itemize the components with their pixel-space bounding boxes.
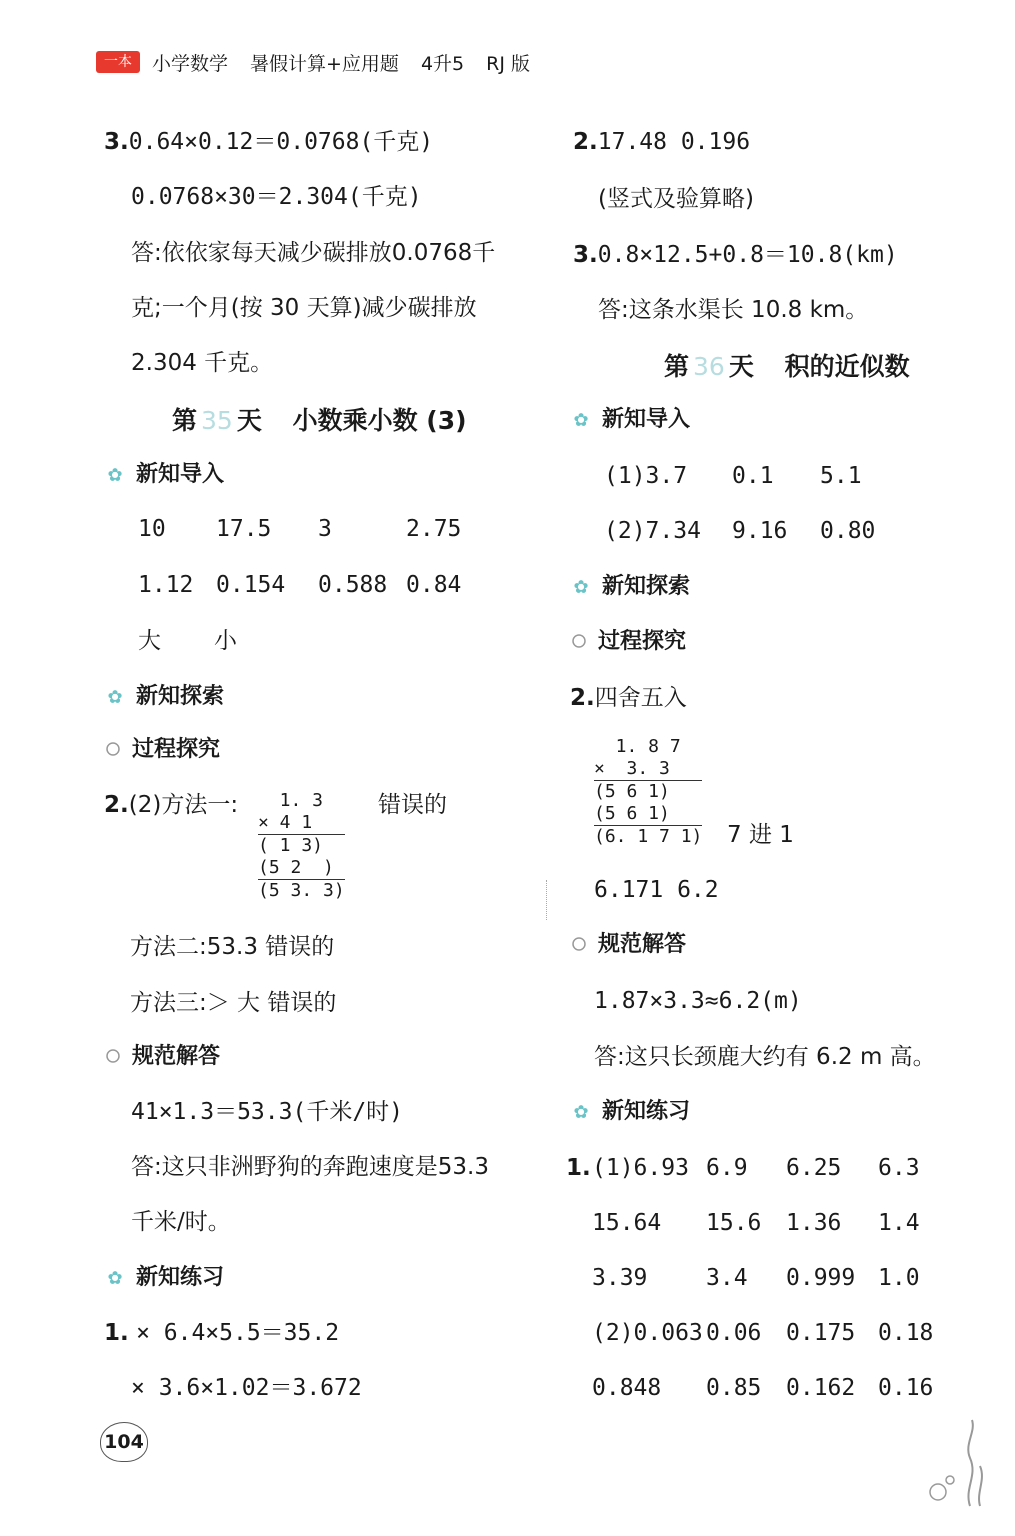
day35-title: 第 35 天 小数乘小数 (3) xyxy=(172,406,467,435)
section-guifan-right: 规范解答 xyxy=(570,930,686,960)
left-method2: 方法二:53.3 错误的 xyxy=(130,934,335,960)
circle-icon xyxy=(104,740,122,758)
vertical-calc-2: 1. 8 7 × 3. 3 (5 6 1) (5 6 1) (6. 1 7 1) xyxy=(594,736,703,847)
left-q3-line3: 答:依依家每天减少碳排放0.0768千 xyxy=(131,240,496,266)
right-answer1: 1.87×3.3≈6.2(m) xyxy=(594,988,802,1014)
right-practice-num: 1. xyxy=(566,1155,591,1181)
left-q3-line5: 2.304 千克。 xyxy=(131,350,274,376)
practice-row-2: 15.64 15.6 1.36 1.4 xyxy=(592,1210,920,1236)
section-xinzhi-tansuo-left: ✿ 新知探索 xyxy=(104,682,224,713)
section-xinzhi-tansuo-right: ✿ 新知探索 xyxy=(570,572,690,603)
page-header xyxy=(96,48,552,76)
star-icon: ✿ xyxy=(573,577,589,598)
star-icon: ✿ xyxy=(573,1102,589,1123)
right-q3: 3.0.8×12.5+0.8＝10.8(km) xyxy=(573,242,898,268)
star-icon: ✿ xyxy=(107,465,123,486)
section-guocheng-right: 过程探究 xyxy=(570,627,686,657)
left-q2-wrong: 错误的 xyxy=(378,792,447,818)
left-row1: 10 17.5 3 2.75 xyxy=(138,516,462,542)
right-row2: (2)7.34 9.16 0.80 xyxy=(604,518,876,544)
page-number: 104 xyxy=(100,1422,148,1462)
vertical-calc-1: 1. 3 × 4 1 ( 1 3) (5 2 ) (5 3. 3) xyxy=(258,790,345,901)
left-practice-line2: × 3.6×1.02＝3.672 xyxy=(131,1375,362,1401)
section-guocheng-left: 过程探究 xyxy=(104,735,220,765)
seaweed-decoration-icon xyxy=(920,1418,990,1508)
circle-icon xyxy=(104,1047,122,1065)
book-title: 暑假计算+应用题 xyxy=(250,52,399,75)
brand-logo: 一本 xyxy=(96,51,140,73)
left-row3: 大 小 xyxy=(138,628,237,654)
right-row1: (1)3.7 0.1 5.1 xyxy=(604,463,862,489)
right-q2-note: (竖式及验算略) xyxy=(598,186,754,212)
right-q2: 2.17.48 0.196 xyxy=(573,129,751,155)
practice-row-4: (2)0.063 0.06 0.175 0.18 xyxy=(592,1320,934,1346)
left-q3-line2: 0.0768×30＝2.304(千克) xyxy=(131,184,422,210)
left-practice-line1: 1. × 6.4×5.5＝35.2 xyxy=(104,1320,340,1346)
practice-row-1: (1)6.93 6.9 6.25 6.3 xyxy=(592,1155,920,1181)
star-icon: ✿ xyxy=(573,410,589,431)
right-q3-answer: 答:这条水渠长 10.8 km。 xyxy=(598,297,869,323)
practice-row-5: 0.848 0.85 0.162 0.16 xyxy=(592,1375,934,1401)
column-divider xyxy=(546,880,547,920)
right-q2b: 2.四舍五入 xyxy=(570,685,687,711)
section-lianxi-right: ✿ 新知练习 xyxy=(570,1097,690,1128)
left-method3: 方法三:＞ 大 错误的 xyxy=(130,990,337,1016)
circle-icon xyxy=(570,632,588,650)
left-answer1: 41×1.3＝53.3(千米/时) xyxy=(131,1099,404,1125)
day36-title: 第 36 天 积的近似数 xyxy=(664,352,910,381)
left-q3-line4: 克;一个月(按 30 天算)减少碳排放 xyxy=(131,295,477,321)
section-xinzhi-daoru-right: ✿ 新知导入 xyxy=(570,405,690,436)
left-answer2: 答:这只非洲野狗的奔跑速度是53.3 xyxy=(131,1154,489,1180)
practice-row-3: 3.39 3.4 0.999 1.0 xyxy=(592,1265,920,1291)
star-icon: ✿ xyxy=(107,687,123,708)
circle-icon xyxy=(570,935,588,953)
grade-label: 4升5 xyxy=(420,52,465,75)
right-approx: 6.171 6.2 xyxy=(594,877,719,903)
subject-label: 小学数学 xyxy=(152,52,229,75)
right-answer2: 答:这只长颈鹿大约有 6.2 m 高。 xyxy=(594,1044,936,1070)
left-row2: 1.12 0.154 0.588 0.84 xyxy=(138,572,462,598)
section-lianxi-left: ✿ 新知练习 xyxy=(104,1263,224,1294)
right-calc-note: 7 进 1 xyxy=(727,822,794,848)
section-guifan-left: 规范解答 xyxy=(104,1042,220,1072)
star-icon: ✿ xyxy=(107,1268,123,1289)
edition-label: RJ 版 xyxy=(486,52,530,75)
left-q3-line1: 3.0.64×0.12＝0.0768(千克) xyxy=(104,129,434,155)
left-answer3: 千米/时。 xyxy=(131,1209,231,1235)
section-xinzhi-daoru-left: ✿ 新知导入 xyxy=(104,460,224,491)
left-q2-method1: 2.(2)方法一: xyxy=(104,792,239,818)
